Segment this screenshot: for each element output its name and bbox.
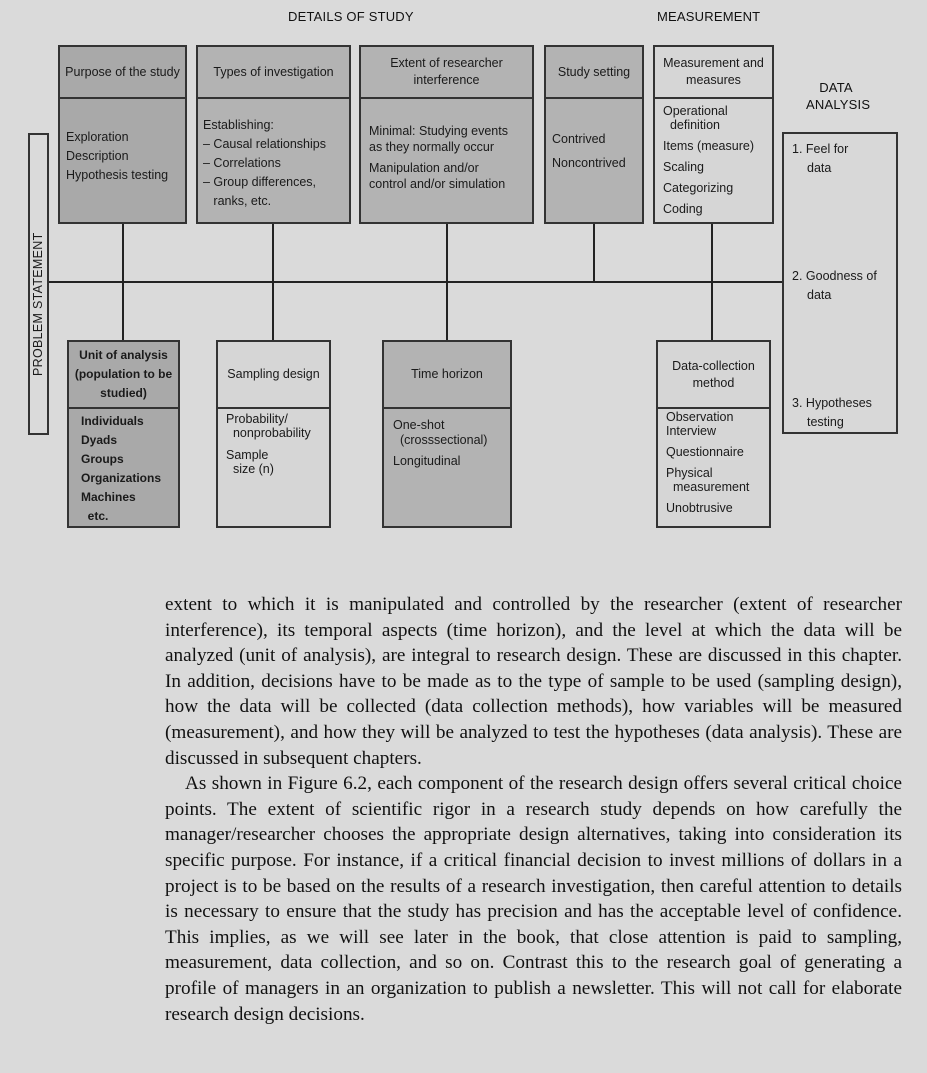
extent-of-interference-items: [361, 123, 532, 222]
connector-setting: [593, 223, 595, 282]
types-item: – Group differences,: [203, 175, 317, 189]
data-analysis-box: [782, 132, 898, 434]
measurement-item: Scaling: [663, 160, 704, 174]
types-item: ranks, etc.: [203, 194, 272, 208]
problem-statement-box: [28, 133, 49, 435]
item-text: Hypotheses: [805, 396, 872, 410]
extent-item: Minimal: Studying events: [369, 124, 508, 138]
study-setting-box: [544, 45, 644, 224]
connector-extent: [446, 223, 448, 340]
types-of-investigation-box: [196, 45, 351, 224]
measurement-item: Items (measure): [663, 139, 754, 153]
sampling-item: nonprobability: [226, 426, 311, 440]
item-text: data: [807, 288, 832, 302]
study-setting-items: [546, 131, 642, 222]
sampling-item: size (n): [226, 462, 274, 476]
item-text: Goodness of: [805, 269, 877, 283]
details-of-study-label: DETAILS OF STUDY: [288, 9, 414, 24]
collection-item: Physical: [666, 466, 713, 480]
data-collection-method-items: [658, 410, 769, 526]
purpose-item: Description: [66, 149, 129, 163]
extent-item: Manipulation and/or: [369, 161, 479, 175]
setting-item: Noncontrived: [552, 156, 626, 170]
sampling-design-box: [216, 340, 331, 528]
data-analysis-item-1: [792, 140, 848, 178]
time-item: (crosssectional): [393, 433, 488, 447]
types-of-investigation-items: [198, 117, 349, 222]
sampling-item: Sample: [226, 448, 269, 462]
measurement-label: MEASUREMENT: [657, 9, 761, 24]
unit-item: Individuals: [81, 414, 144, 428]
unit-item: Dyads: [81, 433, 118, 447]
sampling-design-title: Sampling design: [218, 342, 329, 409]
measurement-box: [653, 45, 774, 224]
types-item: – Correlations: [203, 156, 281, 170]
unit-item: Groups: [81, 452, 124, 466]
data-collection-method-title: Data-collection method: [658, 342, 769, 409]
time-horizon-items: [384, 418, 510, 526]
extent-of-interference-box: [359, 45, 534, 224]
purpose-of-study-items: [60, 129, 185, 222]
extent-of-interference-title: Extent of researcher interference: [361, 47, 532, 99]
measurement-title: Measurement and measures: [655, 47, 772, 99]
data-analysis-item-2: [792, 267, 877, 305]
measurement-item: Operational: [663, 104, 728, 118]
extent-item: as they normally occur: [369, 140, 495, 154]
purpose-of-study-box: [58, 45, 187, 224]
data-analysis-label-line1: DATA: [819, 80, 853, 95]
measurement-items: [655, 103, 772, 222]
collection-item: Questionnaire: [666, 445, 744, 459]
paragraph-2: As shown in Figure 6.2, each component of the research design offers several critical choice points. The extent of scientific rigor in a research study depends on how carefully the manager/researcher chooses the appropriate design alternatives, taking into consideration its specific purpose. For instance, if a critical financial decision to invest millions of dollars in a project is to be based on the results of a research investigation, then careful attention to details is necessary to ensure that the study has precision and has the acceptable level of confidence. This implies, as we will see later in the book, that close attention is paid to sampling, measurement, data collection, and so on. Contrast this to the research goal of generating a profile of managers in an organization to publish a newsletter. This will not call for elaborate research design decisions.: [165, 773, 902, 1025]
unit-item: etc.: [81, 509, 109, 523]
purpose-of-study-title: Purpose of the study: [60, 47, 185, 99]
types-of-investigation-title: Types of investigation: [198, 47, 349, 99]
collection-item: measurement: [666, 480, 750, 494]
item-number: 1.: [792, 142, 803, 156]
item-text: Feel for: [805, 142, 849, 156]
item-text: data: [807, 161, 832, 175]
unit-of-analysis-items: [69, 412, 178, 526]
unit-item: Machines: [81, 490, 136, 504]
types-item: Establishing:: [203, 118, 274, 132]
purpose-item: Hypothesis testing: [66, 168, 169, 182]
purpose-item: Exploration: [66, 130, 129, 144]
item-number: 3.: [792, 396, 803, 410]
data-analysis-item-3: [792, 394, 872, 432]
data-analysis-label: [806, 80, 871, 112]
time-horizon-title: Time horizon: [384, 342, 510, 409]
sampling-item: Probability/: [226, 412, 288, 426]
collection-item: Unobtrusive: [666, 501, 733, 515]
unit-item: Organizations: [81, 471, 162, 485]
unit-of-analysis-title: Unit of analysis (population to be studied): [69, 342, 178, 409]
main-horizontal-connector: [48, 281, 784, 283]
setting-item: Contrived: [552, 132, 606, 146]
item-text: testing: [807, 415, 844, 429]
item-number: 2.: [792, 269, 803, 283]
time-item: One-shot: [393, 418, 445, 432]
study-setting-title: Study setting: [546, 47, 642, 99]
paragraph-1: extent to which it is manipulated and controlled by the researcher (extent of researcher interference), its temporal aspects (time horizon), and the level at which the data will be analyzed (unit of analysis), are integral to research design. These are discussed in this chapter. In addition, decisions have to be made as to the type of sample to be used (sampling design), how the data will be collected (data collection methods), how variables will be measured (measurement), and how they will be analyzed to test the hypotheses (data analysis). These are discussed in subsequent chapters.: [165, 594, 902, 769]
connector-measurement: [711, 223, 713, 340]
time-horizon-box: [382, 340, 512, 528]
problem-statement-label: PROBLEM STATEMENT: [31, 232, 45, 376]
body-text: [165, 592, 902, 1027]
unit-of-analysis-box: [67, 340, 180, 528]
time-item: Longitudinal: [393, 454, 461, 468]
measurement-item: Categorizing: [663, 181, 734, 195]
extent-item: control and/or simulation: [369, 177, 506, 191]
collection-item: Observation: [666, 410, 734, 424]
connector-purpose: [122, 223, 124, 340]
connector-types: [272, 223, 274, 340]
types-item: – Causal relationships: [203, 137, 326, 151]
measurement-item: Coding: [663, 202, 703, 216]
data-analysis-label-line2: ANALYSIS: [806, 97, 871, 112]
data-collection-method-box: [656, 340, 771, 528]
measurement-item: definition: [663, 118, 720, 132]
collection-item: Interview: [666, 424, 717, 438]
sampling-design-items: [218, 412, 329, 526]
